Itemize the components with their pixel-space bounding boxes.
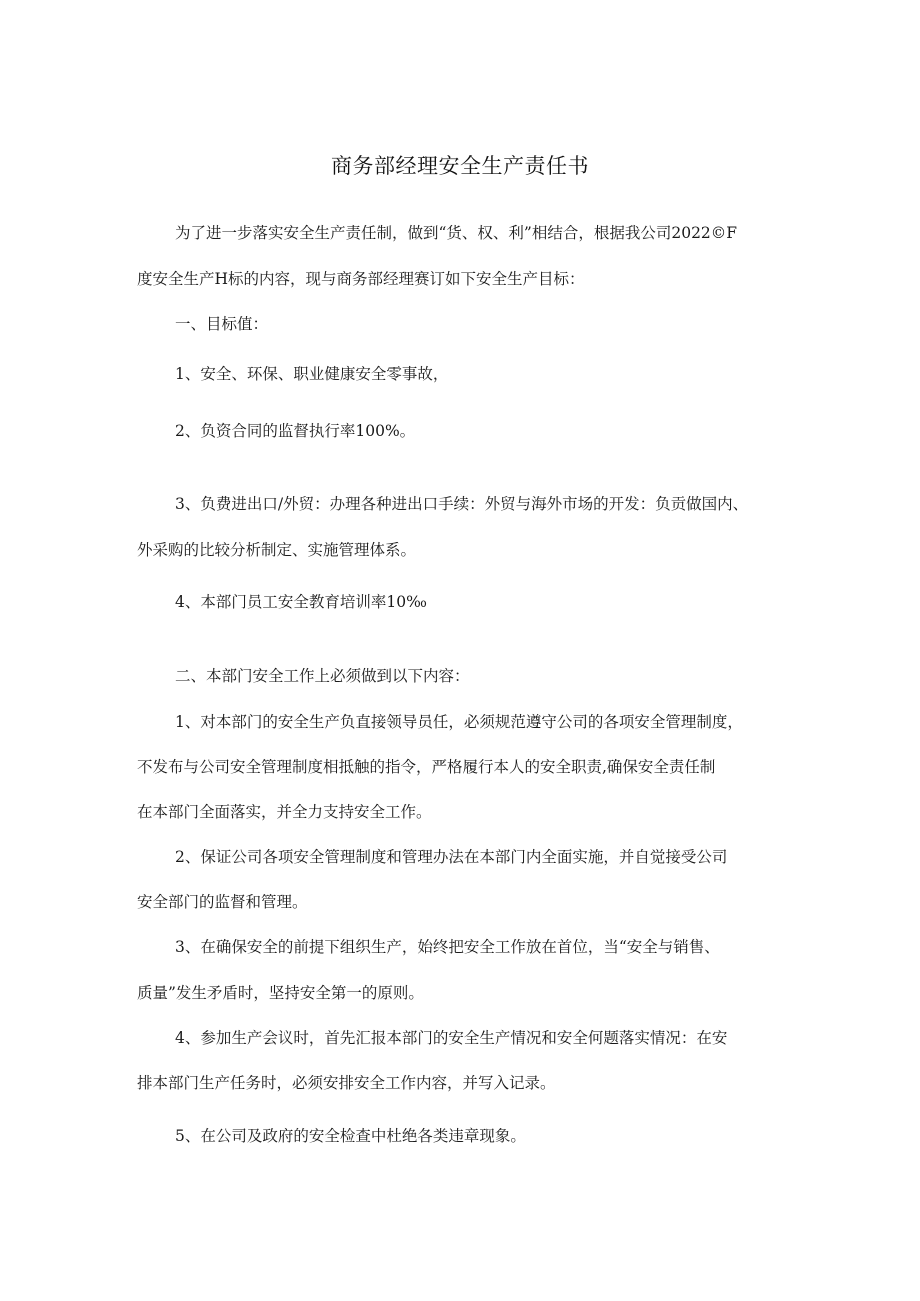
section2-heading: 二、本部门安全工作上必须做到以下内容： [175,667,470,685]
section1-item-2: 2、负资合同的监督执行率100%。 [175,422,416,440]
intro-line-1: 为了进一步落实安全生产责任制，做到“货、权、利”相结合，根据我公司2022©F [175,224,738,242]
section2-item-1-line-3: 在本部门全面落实，并全力支持安全工作。 [137,803,432,821]
section1-item-4: 4、本部门员工安全教育培训率10‰ [175,593,427,611]
section1-item-3-line-2: 外采购的比较分析制定、实施管理体系。 [137,541,417,559]
section2-item-1-line-2: 不发布与公司安全管理制度相抵触的指令，严格履行本人的安全职责,确保安全责任制 [137,758,716,776]
section1-item-3-line-1: 3、负费进出口/外贸：办理各种进出口手续：外贸与海外市场的开发：负贡做国内、 [175,495,749,513]
section2-item-3-line-2: 质量”发生矛盾时，坚持安全第一的原则。 [137,984,424,1002]
document-title: 商务部经理安全生产责任书 [331,154,589,178]
section2-item-5: 5、在公司及政府的安全检查中杜绝各类违章现象。 [175,1127,526,1145]
section1-heading: 一、目标值： [175,315,269,333]
section2-item-1-line-1: 1、对本部门的安全生产负直接领导员任，必须规范遵守公司的各项安全管理制度， [175,713,743,731]
section2-item-3-line-1: 3、在确保安全的前提下组织生产，始终把安全工作放在首位，当“安全与销售、 [175,938,720,956]
section2-item-4-line-2: 排本部门生产任务时，必须安排安全工作内容，并写入记录。 [137,1074,556,1092]
section2-item-2-line-1: 2、保证公司各项安全管理制度和管理办法在本部门内全面实施，并自觉接受公司 [175,848,728,866]
section2-item-2-line-2: 安全部门的监督和管理。 [137,893,308,911]
intro-line-2: 度安全生产H标的内容，现与商务部经理赛订如下安全生产目标： [137,270,585,288]
section2-item-4-line-1: 4、参加生产会议时，首先汇报本部门的安全生产情况和安全何题落实情况：在安 [175,1029,728,1047]
section1-item-1: 1、安全、环保、职业健康安全零事故， [175,365,449,383]
